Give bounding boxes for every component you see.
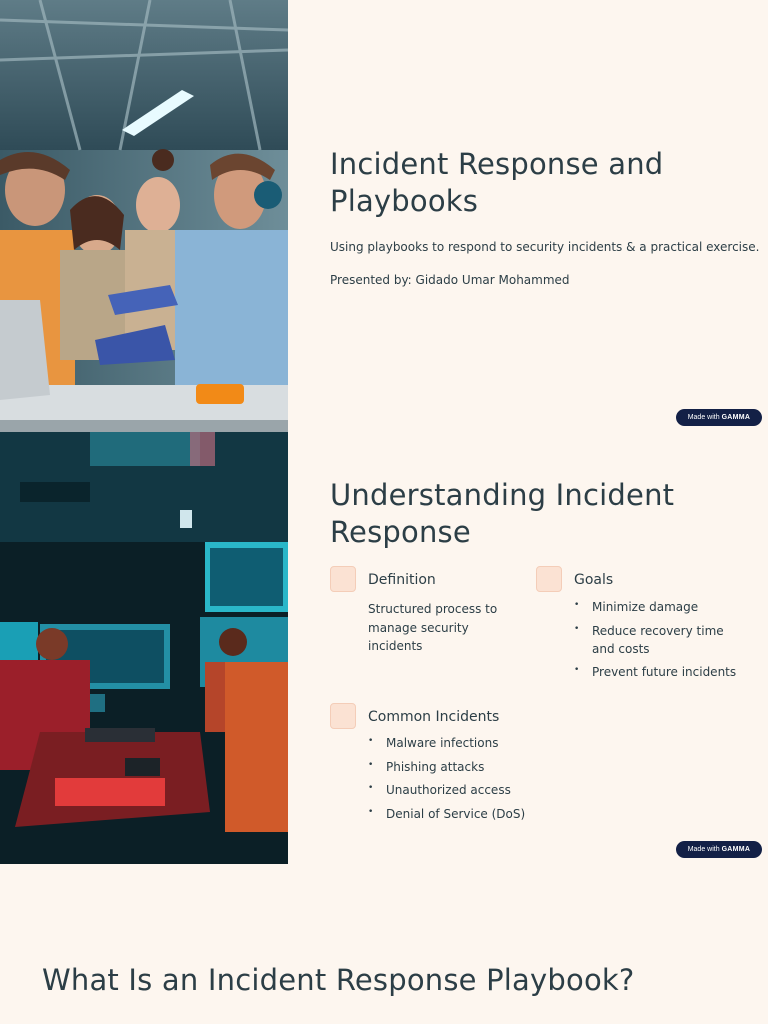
list-item: • Denial of Service (DoS) <box>368 805 525 823</box>
badge-prefix: Made with <box>687 414 720 421</box>
list-item: • Unauthorized access <box>368 781 525 799</box>
badge-prefix: Made with <box>687 846 720 853</box>
goals-heading: Goals <box>574 572 614 588</box>
playbook-heading: What Is an Incident Response Playbook? <box>42 963 635 997</box>
goals-icon <box>536 566 562 592</box>
definition-icon <box>330 566 356 592</box>
made-with-gamma-badge[interactable] <box>676 409 762 426</box>
slide-subtitle: Using playbooks to respond to security incidents & a practical exercise. <box>330 240 760 254</box>
common-incidents-list <box>368 734 525 828</box>
made-with-gamma-badge[interactable] <box>676 841 762 858</box>
slide-playbook <box>0 864 768 1024</box>
presenter-line: Presented by: Gidado Umar Mohammed <box>330 273 570 287</box>
badge-brand: GAMMA <box>721 414 751 421</box>
list-item: • Minimize damage <box>574 598 744 616</box>
goals-list <box>574 598 744 687</box>
soc-photo <box>0 432 288 864</box>
list-item: • Reduce recovery time and costs <box>574 622 744 658</box>
slide-title <box>0 0 768 432</box>
definition-text: Structured process to manage security incidents <box>368 602 498 653</box>
slide-title-heading: Incident Response and Playbooks <box>330 147 664 218</box>
badge-brand: GAMMA <box>721 846 751 853</box>
section-heading: Understanding Incident Response <box>330 478 675 549</box>
definition-heading: Definition <box>368 572 436 588</box>
common-incidents-icon <box>330 703 356 729</box>
common-incidents-heading: Common Incidents <box>368 709 500 725</box>
list-item: • Malware infections <box>368 734 525 752</box>
list-item: • Prevent future incidents <box>574 663 744 681</box>
slide-understanding <box>0 432 768 864</box>
list-item: • Phishing attacks <box>368 758 525 776</box>
team-photo <box>0 0 288 432</box>
